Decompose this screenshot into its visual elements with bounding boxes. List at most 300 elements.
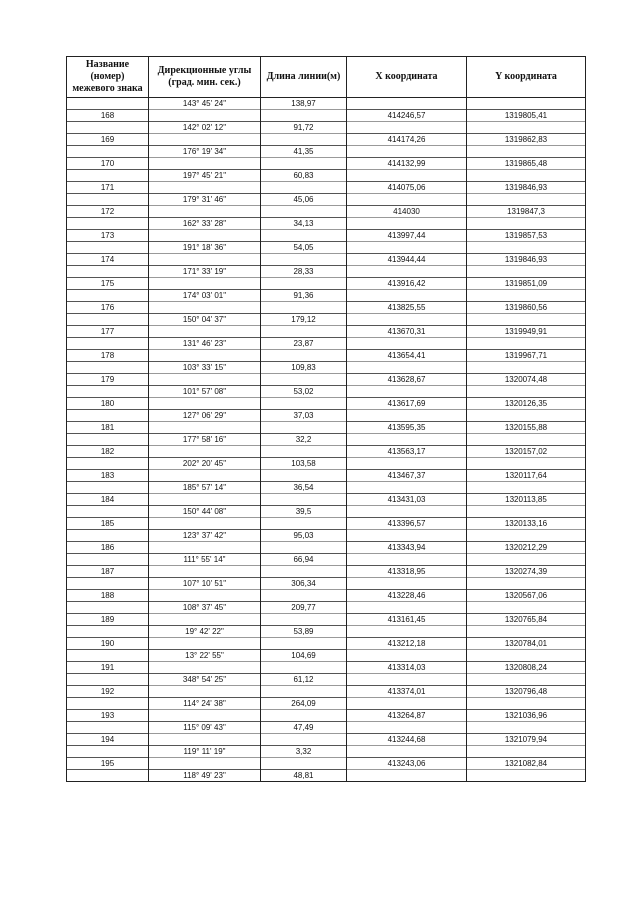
segment-row <box>67 530 586 542</box>
empty-length-cell <box>261 518 347 530</box>
x-coordinate-cell: 413617,69 <box>347 398 467 410</box>
empty-angle-cell <box>149 734 261 746</box>
table-row <box>67 230 586 242</box>
segment-name-cell <box>67 746 149 758</box>
empty-length-cell <box>261 542 347 554</box>
line-length-cell: 104,69 <box>261 650 347 662</box>
segment-row <box>67 458 586 470</box>
table-row <box>67 206 586 218</box>
empty-length-cell <box>261 710 347 722</box>
segment-y-cell <box>467 530 586 542</box>
empty-angle-cell <box>149 566 261 578</box>
direction-angle-cell: 197° 45' 21" <box>149 170 261 182</box>
x-coordinate-cell: 413343,94 <box>347 542 467 554</box>
y-coordinate-cell: 1320567,06 <box>467 590 586 602</box>
segment-row <box>67 194 586 206</box>
segment-row <box>67 410 586 422</box>
y-coordinate-cell: 1319846,93 <box>467 182 586 194</box>
table-row <box>67 254 586 266</box>
segment-x-cell <box>347 338 467 350</box>
segment-x-cell <box>347 98 467 110</box>
segment-y-cell <box>467 218 586 230</box>
line-length-cell: 61,12 <box>261 674 347 686</box>
segment-y-cell <box>467 98 586 110</box>
segment-y-cell <box>467 626 586 638</box>
empty-length-cell <box>261 302 347 314</box>
segment-y-cell <box>467 554 586 566</box>
table-row <box>67 302 586 314</box>
segment-row <box>67 770 586 782</box>
segment-x-cell <box>347 194 467 206</box>
empty-angle-cell <box>149 638 261 650</box>
y-coordinate-cell: 1320796,48 <box>467 686 586 698</box>
segment-x-cell <box>347 122 467 134</box>
x-coordinate-cell: 413628,67 <box>347 374 467 386</box>
x-coordinate-cell: 413243,06 <box>347 758 467 770</box>
point-name-cell: 187 <box>67 566 149 578</box>
empty-length-cell <box>261 758 347 770</box>
line-length-cell: 48,81 <box>261 770 347 782</box>
segment-row <box>67 266 586 278</box>
segment-x-cell <box>347 506 467 518</box>
segment-y-cell <box>467 122 586 134</box>
direction-angle-cell: 123° 37' 42" <box>149 530 261 542</box>
empty-angle-cell <box>149 662 261 674</box>
empty-length-cell <box>261 614 347 626</box>
direction-angle-cell: 19° 42' 22" <box>149 626 261 638</box>
segment-name-cell <box>67 290 149 302</box>
x-coordinate-cell: 413161,45 <box>347 614 467 626</box>
x-coordinate-cell: 414132,99 <box>347 158 467 170</box>
segment-name-cell <box>67 122 149 134</box>
table-row <box>67 110 586 122</box>
line-length-cell: 306,34 <box>261 578 347 590</box>
table-row <box>67 662 586 674</box>
segment-y-cell <box>467 770 586 782</box>
y-coordinate-cell: 1319862,83 <box>467 134 586 146</box>
empty-length-cell <box>261 470 347 482</box>
segment-x-cell <box>347 434 467 446</box>
segment-y-cell <box>467 194 586 206</box>
segment-name-cell <box>67 770 149 782</box>
empty-angle-cell <box>149 542 261 554</box>
point-name-cell: 177 <box>67 326 149 338</box>
empty-angle-cell <box>149 446 261 458</box>
x-coordinate-cell: 413944,44 <box>347 254 467 266</box>
point-name-cell: 172 <box>67 206 149 218</box>
point-name-cell: 175 <box>67 278 149 290</box>
segment-name-cell <box>67 434 149 446</box>
segment-y-cell <box>467 602 586 614</box>
line-length-cell: 36,54 <box>261 482 347 494</box>
empty-angle-cell <box>149 590 261 602</box>
segment-row <box>67 554 586 566</box>
point-name-cell: 182 <box>67 446 149 458</box>
segment-x-cell <box>347 626 467 638</box>
table-row <box>67 350 586 362</box>
x-coordinate-cell: 413228,46 <box>347 590 467 602</box>
segment-row <box>67 170 586 182</box>
point-name-cell: 191 <box>67 662 149 674</box>
boundary-coordinates-table <box>66 56 586 782</box>
point-name-cell: 180 <box>67 398 149 410</box>
segment-y-cell <box>467 674 586 686</box>
segment-y-cell <box>467 170 586 182</box>
y-coordinate-cell: 1319857,53 <box>467 230 586 242</box>
segment-name-cell <box>67 266 149 278</box>
table-row <box>67 590 586 602</box>
segment-x-cell <box>347 458 467 470</box>
point-name-cell: 181 <box>67 422 149 434</box>
direction-angle-cell: 127° 06' 29" <box>149 410 261 422</box>
direction-angle-cell: 13° 22' 55" <box>149 650 261 662</box>
segment-row <box>67 602 586 614</box>
segment-x-cell <box>347 602 467 614</box>
table-row <box>67 614 586 626</box>
segment-row <box>67 146 586 158</box>
y-coordinate-cell: 1320117,64 <box>467 470 586 482</box>
segment-name-cell <box>67 698 149 710</box>
line-length-cell: 53,89 <box>261 626 347 638</box>
segment-name-cell <box>67 722 149 734</box>
segment-row <box>67 482 586 494</box>
table-row <box>67 566 586 578</box>
y-coordinate-cell: 1321079,94 <box>467 734 586 746</box>
empty-angle-cell <box>149 350 261 362</box>
segment-x-cell <box>347 170 467 182</box>
table-row <box>67 494 586 506</box>
empty-angle-cell <box>149 398 261 410</box>
segment-x-cell <box>347 554 467 566</box>
y-coordinate-cell: 1320155,88 <box>467 422 586 434</box>
empty-length-cell <box>261 326 347 338</box>
empty-angle-cell <box>149 110 261 122</box>
segment-x-cell <box>347 770 467 782</box>
empty-length-cell <box>261 494 347 506</box>
direction-angle-cell: 348° 54' 25" <box>149 674 261 686</box>
direction-angle-cell: 119° 11' 19" <box>149 746 261 758</box>
point-name-cell: 186 <box>67 542 149 554</box>
segment-x-cell <box>347 290 467 302</box>
empty-angle-cell <box>149 710 261 722</box>
segment-x-cell <box>347 698 467 710</box>
y-coordinate-cell: 1319846,93 <box>467 254 586 266</box>
line-length-cell: 41,35 <box>261 146 347 158</box>
segment-row <box>67 626 586 638</box>
empty-length-cell <box>261 422 347 434</box>
empty-angle-cell <box>149 374 261 386</box>
point-name-cell: 189 <box>67 614 149 626</box>
y-coordinate-cell: 1320784,01 <box>467 638 586 650</box>
empty-angle-cell <box>149 758 261 770</box>
empty-angle-cell <box>149 230 261 242</box>
empty-angle-cell <box>149 254 261 266</box>
segment-row <box>67 650 586 662</box>
empty-angle-cell <box>149 158 261 170</box>
y-coordinate-cell: 1319805,41 <box>467 110 586 122</box>
empty-length-cell <box>261 374 347 386</box>
line-length-cell: 54,05 <box>261 242 347 254</box>
point-name-cell: 170 <box>67 158 149 170</box>
point-name-cell: 168 <box>67 110 149 122</box>
segment-name-cell <box>67 170 149 182</box>
segment-name-cell <box>67 578 149 590</box>
empty-angle-cell <box>149 422 261 434</box>
empty-angle-cell <box>149 494 261 506</box>
direction-angle-cell: 118° 49' 23" <box>149 770 261 782</box>
line-length-cell: 179,12 <box>261 314 347 326</box>
direction-angle-cell: 114° 24' 38" <box>149 698 261 710</box>
x-coordinate-cell: 413318,95 <box>347 566 467 578</box>
segment-x-cell <box>347 362 467 374</box>
segment-name-cell <box>67 242 149 254</box>
segment-row <box>67 242 586 254</box>
segment-y-cell <box>467 650 586 662</box>
segment-name-cell <box>67 458 149 470</box>
segment-name-cell <box>67 386 149 398</box>
line-length-cell: 3,32 <box>261 746 347 758</box>
table-row <box>67 686 586 698</box>
line-length-cell: 47,49 <box>261 722 347 734</box>
line-length-cell: 264,09 <box>261 698 347 710</box>
empty-angle-cell <box>149 206 261 218</box>
segment-x-cell <box>347 386 467 398</box>
x-coordinate-cell: 413670,31 <box>347 326 467 338</box>
direction-angle-cell: 162° 33' 28" <box>149 218 261 230</box>
empty-length-cell <box>261 230 347 242</box>
segment-row <box>67 314 586 326</box>
y-coordinate-cell: 1320126,35 <box>467 398 586 410</box>
segment-name-cell <box>67 506 149 518</box>
direction-angle-cell: 150° 04' 37" <box>149 314 261 326</box>
coordinates-sheet <box>66 56 585 782</box>
segment-name-cell <box>67 362 149 374</box>
segment-row <box>67 722 586 734</box>
segment-x-cell <box>347 314 467 326</box>
x-coordinate-cell: 413212,18 <box>347 638 467 650</box>
table-row <box>67 326 586 338</box>
segment-y-cell <box>467 482 586 494</box>
segment-row <box>67 698 586 710</box>
segment-y-cell <box>467 434 586 446</box>
segment-name-cell <box>67 146 149 158</box>
direction-angle-cell: 202° 20' 45" <box>149 458 261 470</box>
x-coordinate-cell: 414075,06 <box>347 182 467 194</box>
segment-row <box>67 362 586 374</box>
line-length-cell: 91,36 <box>261 290 347 302</box>
point-name-cell: 188 <box>67 590 149 602</box>
x-coordinate-cell: 413314,03 <box>347 662 467 674</box>
line-length-cell: 37,03 <box>261 410 347 422</box>
x-coordinate-cell: 413916,42 <box>347 278 467 290</box>
x-coordinate-cell: 413563,17 <box>347 446 467 458</box>
point-name-cell: 185 <box>67 518 149 530</box>
direction-angle-cell: 174° 03' 01" <box>149 290 261 302</box>
line-length-cell: 209,77 <box>261 602 347 614</box>
direction-angle-cell: 177° 58' 16" <box>149 434 261 446</box>
segment-y-cell <box>467 698 586 710</box>
x-coordinate-cell: 413396,57 <box>347 518 467 530</box>
segment-y-cell <box>467 746 586 758</box>
line-length-cell: 66,94 <box>261 554 347 566</box>
segment-x-cell <box>347 218 467 230</box>
segment-row <box>67 218 586 230</box>
empty-angle-cell <box>149 302 261 314</box>
x-coordinate-cell: 414246,57 <box>347 110 467 122</box>
segment-row <box>67 98 586 110</box>
line-length-cell: 138,97 <box>261 98 347 110</box>
point-name-cell: 184 <box>67 494 149 506</box>
segment-y-cell <box>467 722 586 734</box>
empty-length-cell <box>261 254 347 266</box>
direction-angle-cell: 131° 46' 23" <box>149 338 261 350</box>
empty-angle-cell <box>149 518 261 530</box>
line-length-cell: 91,72 <box>261 122 347 134</box>
table-row <box>67 518 586 530</box>
line-length-cell: 109,83 <box>261 362 347 374</box>
empty-angle-cell <box>149 278 261 290</box>
segment-name-cell <box>67 194 149 206</box>
table-row <box>67 422 586 434</box>
direction-angle-cell: 143° 45' 24" <box>149 98 261 110</box>
empty-length-cell <box>261 110 347 122</box>
direction-angle-cell: 103° 33' 15" <box>149 362 261 374</box>
segment-name-cell <box>67 650 149 662</box>
direction-angle-cell: 185° 57' 14" <box>149 482 261 494</box>
empty-length-cell <box>261 590 347 602</box>
empty-length-cell <box>261 734 347 746</box>
x-coordinate-cell: 413825,55 <box>347 302 467 314</box>
table-row <box>67 542 586 554</box>
y-coordinate-cell: 1320212,29 <box>467 542 586 554</box>
segment-y-cell <box>467 338 586 350</box>
empty-length-cell <box>261 638 347 650</box>
segment-x-cell <box>347 746 467 758</box>
segment-y-cell <box>467 410 586 422</box>
segment-row <box>67 122 586 134</box>
x-coordinate-cell: 414174,26 <box>347 134 467 146</box>
segment-y-cell <box>467 314 586 326</box>
point-name-cell: 171 <box>67 182 149 194</box>
point-name-cell: 179 <box>67 374 149 386</box>
segment-row <box>67 674 586 686</box>
header-point-name: Название (номер) межевого знака <box>67 57 149 98</box>
point-name-cell: 193 <box>67 710 149 722</box>
y-coordinate-cell: 1321082,84 <box>467 758 586 770</box>
segment-row <box>67 506 586 518</box>
table-row <box>67 734 586 746</box>
point-name-cell: 192 <box>67 686 149 698</box>
y-coordinate-cell: 1320133,16 <box>467 518 586 530</box>
empty-angle-cell <box>149 686 261 698</box>
segment-y-cell <box>467 386 586 398</box>
empty-length-cell <box>261 398 347 410</box>
segment-row <box>67 290 586 302</box>
table-row <box>67 398 586 410</box>
point-name-cell: 169 <box>67 134 149 146</box>
y-coordinate-cell: 1320808,24 <box>467 662 586 674</box>
y-coordinate-cell: 1320113,85 <box>467 494 586 506</box>
segment-row <box>67 578 586 590</box>
direction-angle-cell: 176° 19' 34" <box>149 146 261 158</box>
segment-y-cell <box>467 146 586 158</box>
y-coordinate-cell: 1320765,84 <box>467 614 586 626</box>
segment-name-cell <box>67 98 149 110</box>
empty-angle-cell <box>149 326 261 338</box>
segment-x-cell <box>347 146 467 158</box>
y-coordinate-cell: 1319860,56 <box>467 302 586 314</box>
x-coordinate-cell: 413654,41 <box>347 350 467 362</box>
point-name-cell: 178 <box>67 350 149 362</box>
segment-name-cell <box>67 338 149 350</box>
direction-angle-cell: 101° 57' 08" <box>149 386 261 398</box>
table-row <box>67 710 586 722</box>
empty-length-cell <box>261 206 347 218</box>
y-coordinate-cell: 1319967,71 <box>467 350 586 362</box>
x-coordinate-cell: 413467,37 <box>347 470 467 482</box>
segment-name-cell <box>67 218 149 230</box>
segment-row <box>67 338 586 350</box>
table-row <box>67 158 586 170</box>
segment-name-cell <box>67 602 149 614</box>
empty-angle-cell <box>149 470 261 482</box>
segment-name-cell <box>67 554 149 566</box>
table-row <box>67 638 586 650</box>
segment-name-cell <box>67 482 149 494</box>
header-y-coordinate: Y координата <box>467 57 586 98</box>
empty-length-cell <box>261 686 347 698</box>
segment-x-cell <box>347 722 467 734</box>
segment-x-cell <box>347 650 467 662</box>
point-name-cell: 176 <box>67 302 149 314</box>
segment-x-cell <box>347 266 467 278</box>
segment-x-cell <box>347 242 467 254</box>
segment-y-cell <box>467 290 586 302</box>
line-length-cell: 34,13 <box>261 218 347 230</box>
segment-y-cell <box>467 506 586 518</box>
table-row <box>67 182 586 194</box>
direction-angle-cell: 191° 18' 36" <box>149 242 261 254</box>
segment-y-cell <box>467 458 586 470</box>
table-row <box>67 278 586 290</box>
direction-angle-cell: 108° 37' 45" <box>149 602 261 614</box>
x-coordinate-cell: 414030 <box>347 206 467 218</box>
x-coordinate-cell: 413244,68 <box>347 734 467 746</box>
y-coordinate-cell: 1321036,96 <box>467 710 586 722</box>
header-direction-angle: Дирекционные углы (град. мин. сек.) <box>149 57 261 98</box>
line-length-cell: 60,83 <box>261 170 347 182</box>
line-length-cell: 45,06 <box>261 194 347 206</box>
empty-length-cell <box>261 662 347 674</box>
point-name-cell: 174 <box>67 254 149 266</box>
direction-angle-cell: 179° 31' 46" <box>149 194 261 206</box>
segment-y-cell <box>467 362 586 374</box>
segment-x-cell <box>347 482 467 494</box>
empty-length-cell <box>261 446 347 458</box>
x-coordinate-cell: 413264,87 <box>347 710 467 722</box>
direction-angle-cell: 107° 10' 51" <box>149 578 261 590</box>
segment-name-cell <box>67 530 149 542</box>
empty-length-cell <box>261 158 347 170</box>
segment-x-cell <box>347 410 467 422</box>
y-coordinate-cell: 1319847,3 <box>467 206 586 218</box>
x-coordinate-cell: 413431,03 <box>347 494 467 506</box>
empty-length-cell <box>261 566 347 578</box>
segment-x-cell <box>347 674 467 686</box>
segment-y-cell <box>467 578 586 590</box>
line-length-cell: 95,03 <box>261 530 347 542</box>
segment-name-cell <box>67 674 149 686</box>
